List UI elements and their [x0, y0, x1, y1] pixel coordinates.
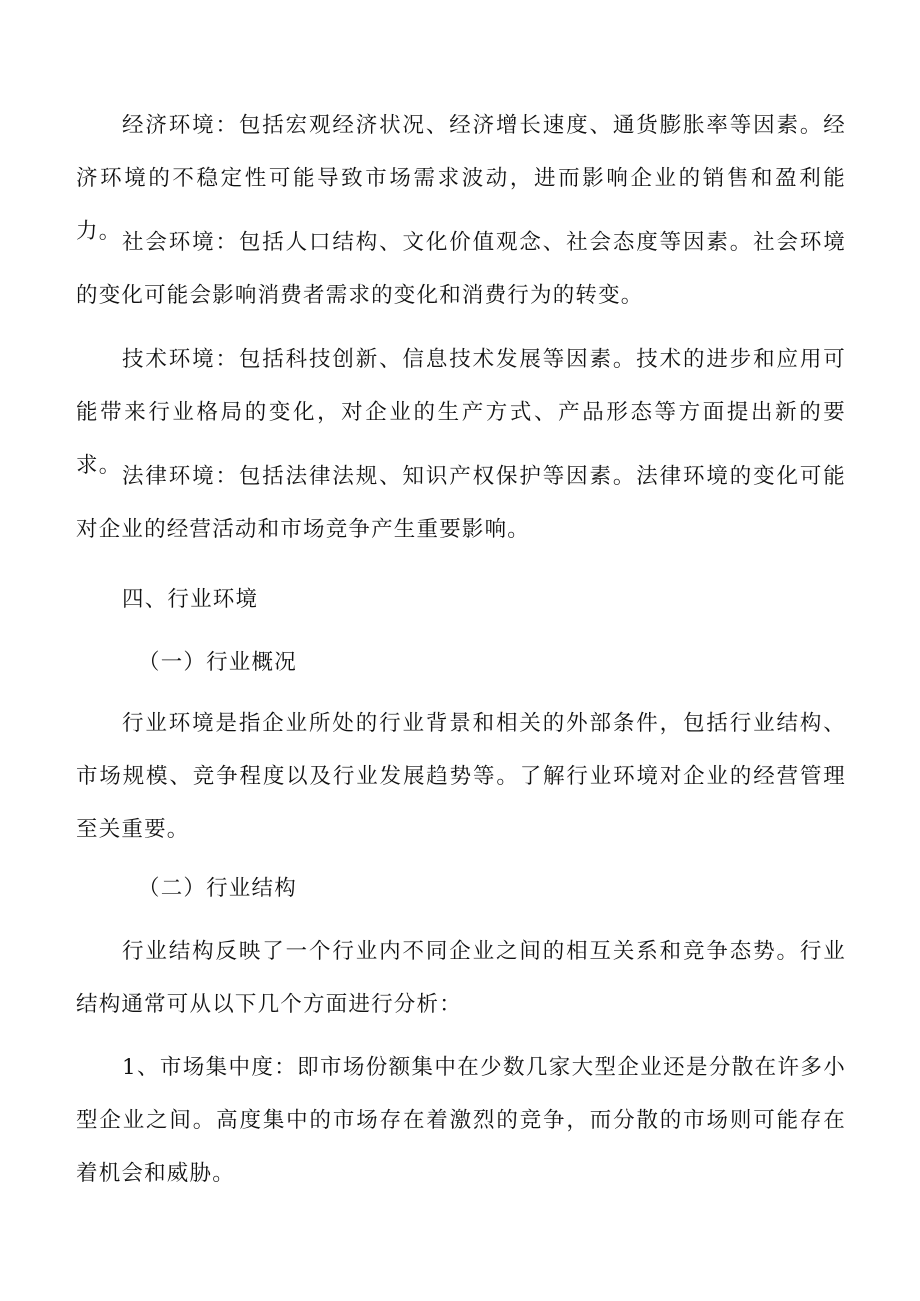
paragraph-industry-structure: 行业结构反映了一个行业内不同企业之间的相互关系和竞争态势。行业结构通常可从以下几个方面进行分析： — [76, 939, 846, 1017]
paragraph-technology-environment: 技术环境：包括科技创新、信息技术发展等因素。技术的进步和应用可能带来行业格局的变化，对企业的生产方式、产品形态等方面提出新的要求。 — [76, 347, 846, 478]
paragraph-market-concentration: 1、市场集中度：即市场份额集中在少数几家大型企业还是分散在许多小型企业之间。高度集中的市场存在着激烈的竞争，而分散的市场则可能存在着机会和威胁。 — [76, 1055, 846, 1186]
subsection-heading-industry-overview: （一）行业概况 — [138, 650, 297, 675]
subsection-heading-industry-structure: （二）行业结构 — [138, 876, 297, 901]
section-heading-industry-environment: 四、行业环境 — [122, 587, 259, 612]
paragraph-social-environment: 社会环境：包括人口结构、文化价值观念、社会态度等因素。社会环境的变化可能会影响消费者需求的变化和消费行为的转变。 — [76, 230, 846, 308]
paragraph-economic-environment: 经济环境：包括宏观经济状况、经济增长速度、通货膨胀率等因素。经济环境的不稳定性可能导致市场需求波动，进而影响企业的销售和盈利能力。 — [76, 113, 846, 244]
paragraph-legal-environment: 法律环境：包括法律法规、知识产权保护等因素。法律环境的变化可能对企业的经营活动和市场竞争产生重要影响。 — [76, 464, 846, 542]
paragraph-industry-overview: 行业环境是指企业所处的行业背景和相关的外部条件，包括行业结构、市场规模、竞争程度以及行业发展趋势等。了解行业环境对企业的经营管理至关重要。 — [76, 711, 846, 842]
